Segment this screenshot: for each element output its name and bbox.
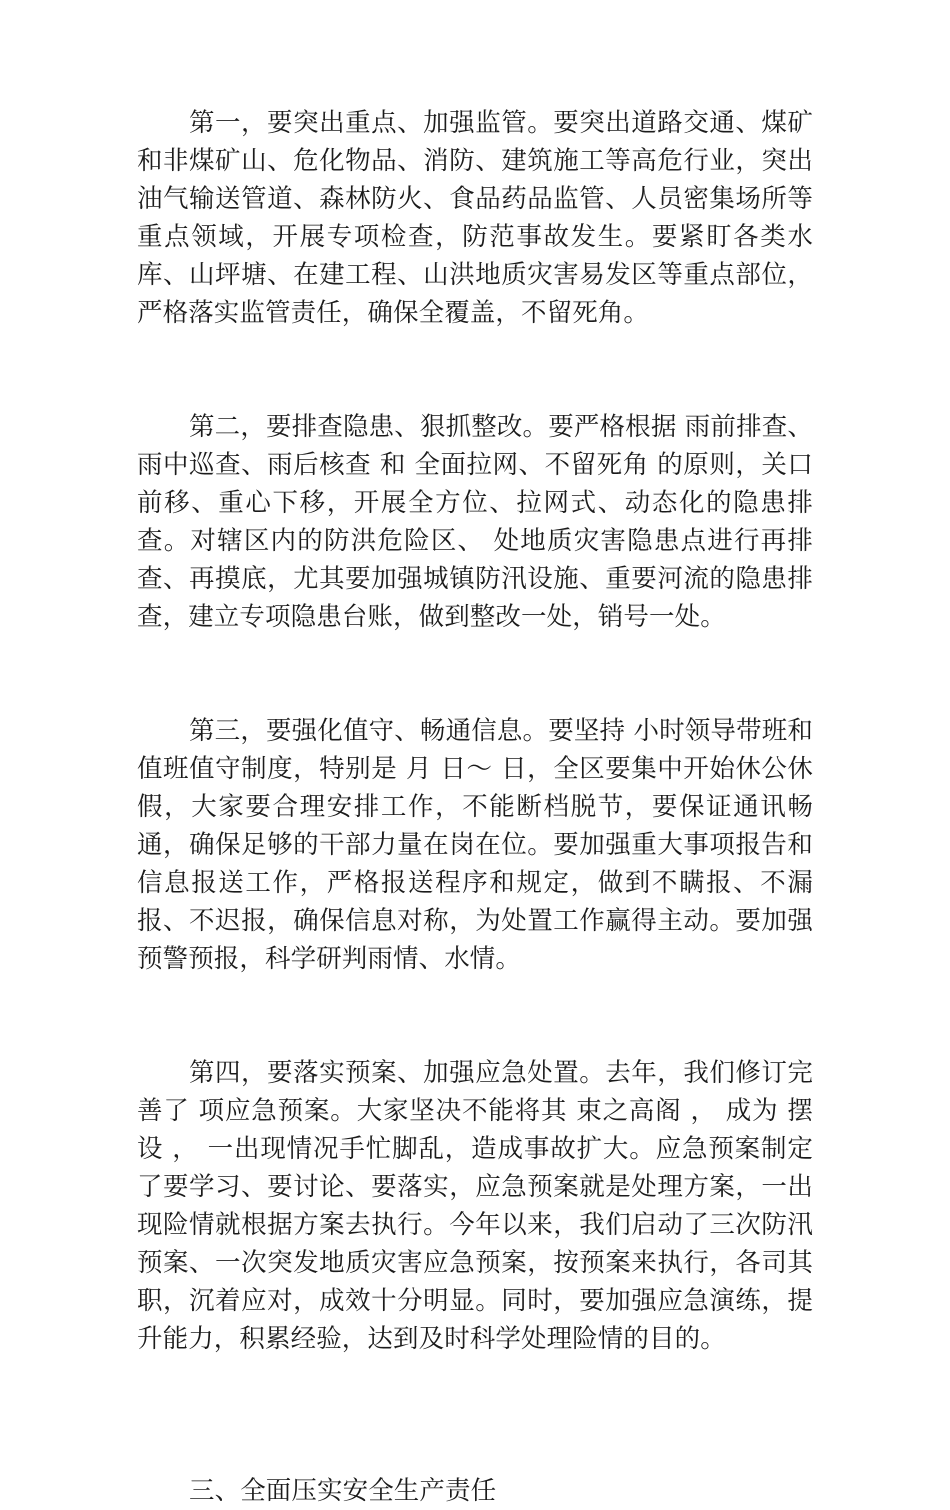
section-heading-three: 三、全面压实安全生产责任 <box>189 1476 497 1506</box>
section-heading-spacer <box>137 1396 813 1472</box>
paragraph-di-san: 第三，要强化值守、畅通信息。要坚持 小时领导带班和值班值守制度，特别是 月 日～ 日，全区要集中开始休公休假，大家要合理安排工作，不能断档脱节，要保证通讯畅通，确保足够的干部力量在岗在位。要加强重大事项报告和信息报送工作，严格报送程序和规定，做到不瞒报、不漏报、不迟报，确保信息对称，为处置工作赢得主动。要加强预警预报，科学研判雨情、水情。 <box>137 716 813 974</box>
paragraph-di-er: 第二，要排查隐患、狠抓整改。要严格根据 雨前排查、雨中巡查、雨后核查 和 全面拉网、不留死角 的原则，关口前移、重心下移，开展全方位、拉网式、动态化的隐患排查。对辖区内的防洪危险区、 处地质灾害隐患点进行再排查、再摸底，尤其要加强城镇防汛设施、重要河流的隐患排查，建立专项隐患台账，做到整改一处，销号一处。 <box>137 412 813 632</box>
paragraph-di-si: 第四，要落实预案、加强应急处置。去年，我们修订完善了 项应急预案。大家坚决不能将其 束之高阁 ， 成为 摆设 ， 一出现情况手忙脚乱，造成事故扩大。应急预案制定了要学习、要讨论、要落实，应急预案就是处理方案，一出现险情就根据方案去执行。今年以来，我们启动了三次防汛预案、一次突发地质灾害应急预案，按预案来执行，各司其职，沉着应对，成效十分明显。同时，要加强应急演练，提升能力，积累经验，达到及时科学处理险情的目的。 <box>137 1058 813 1354</box>
paragraph-spacer <box>137 674 813 712</box>
paragraph-spacer <box>137 1016 813 1054</box>
document-text-column <box>137 104 813 1510</box>
paragraph-spacer <box>137 370 813 408</box>
paragraph-di-yi: 第一，要突出重点、加强监管。要突出道路交通、煤矿和非煤矿山、危化物品、消防、建筑施工等高危行业，突出油气输送管道、森林防火、食品药品监管、人员密集场所等重点领域，开展专项检查，防范事故发生。要紧盯各类水库、山坪塘、在建工程、山洪地质灾害易发区等重点部位，严格落实监管责任，确保全覆盖，不留死角。 <box>137 108 813 328</box>
